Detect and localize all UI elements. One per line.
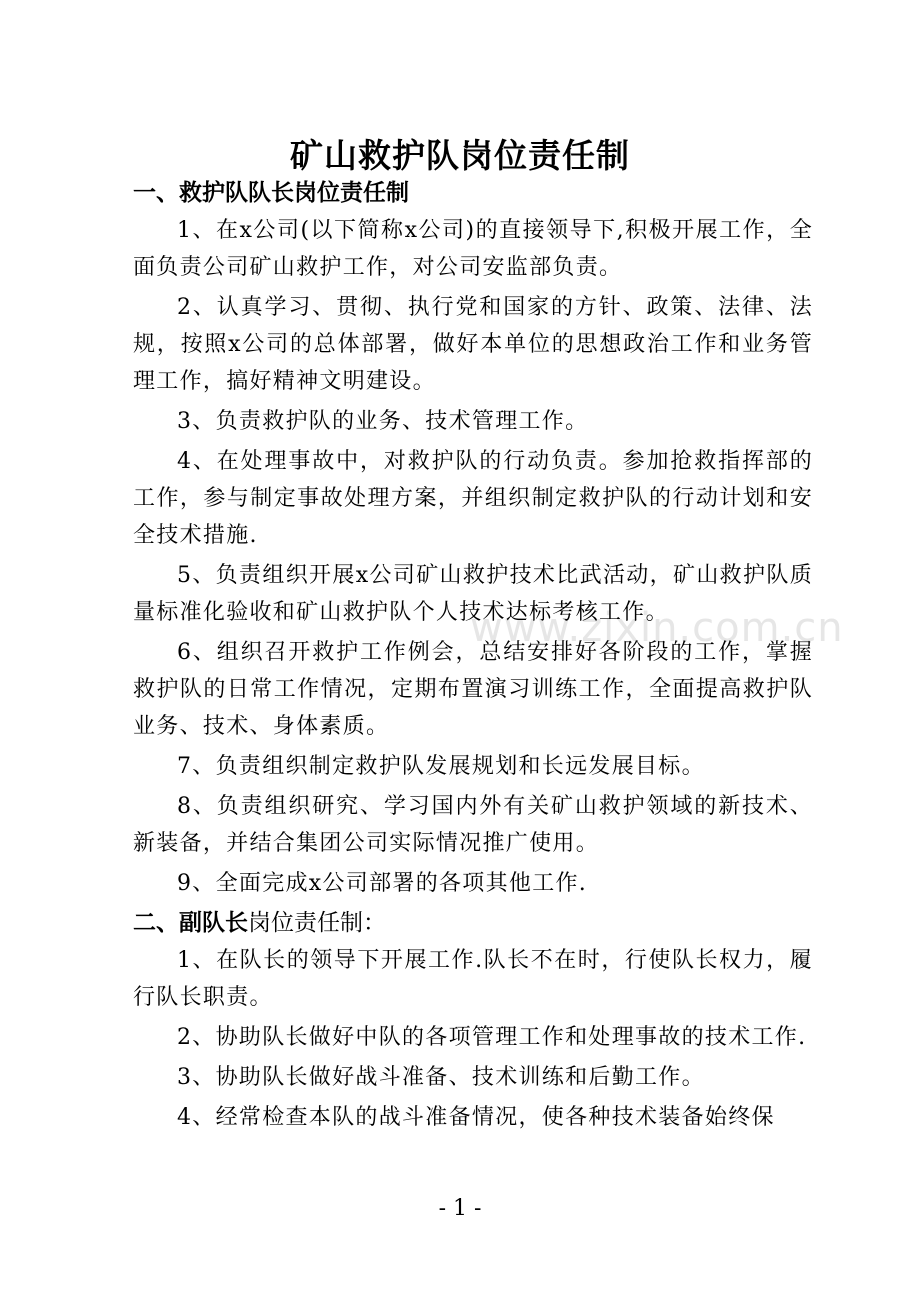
paragraph: 9、全面完成x公司部署的各项其他工作. [177, 871, 588, 896]
paragraph: 2、认真学习、贯彻、执行党和国家的方针、政策、法律、法规，按照x公司的总体部署，做好本单位的思想政治工作和业务管理工作，搞好精神文明建设。 [133, 295, 813, 394]
section-heading-vice-captain [133, 905, 813, 942]
section-heading-captain: 一、救护队队长岗位责任制 [133, 180, 409, 206]
paragraph: 8、负责组织研究、学习国内外有关矿山救护领域的新技术、新装备，并结合集团公司实际情况推广使用。 [133, 794, 813, 856]
paragraph: 4、在处理事故中，对救护队的行动负责。参加抢救指挥部的工作，参与制定事故处理方案，并组织制定救护队的行动计划和安全技术措施. [133, 449, 813, 548]
paragraph: 1、在队长的领导下开展工作.队长不在时，行使队长权力，履行队长职责。 [133, 948, 813, 1010]
paragraph: 2、协助队长做好中队的各项管理工作和处理事故的技术工作. [177, 1025, 807, 1050]
paragraph: 3、负责救护队的业务、技术管理工作。 [177, 409, 589, 434]
section-heading-normal-part: 岗位责任制： [248, 910, 386, 936]
paragraph: 1、在x公司(以下简称x公司)的直接领导下,积极开展工作，全面负责公司矿山救护工作，对公司安监部负责。 [133, 218, 813, 280]
paragraph: 3、协助队长做好战斗准备、技术训练和后勤工作。 [177, 1065, 705, 1090]
paragraph: 5、负责组织开展x公司矿山救护技术比武活动，矿山救护队质量标准化验收和矿山救护队个人技术达标考核工作。 [133, 563, 813, 625]
document-title: 矿山救护队岗位责任制 [290, 136, 630, 175]
page-number: - 1 - [438, 1196, 482, 1221]
section-heading-bold-part: 二、副队长 [133, 910, 248, 936]
document-body [133, 175, 813, 1139]
paragraph: 7、负责组织制定救护队发展规划和长远发展目标。 [177, 754, 705, 779]
paragraph: 6、组织召开救护工作例会，总结安排好各阶段的工作，掌握救护队的日常工作情况，定期布置演习训练工作，全面提高救护队业务、技术、身体素质。 [133, 640, 813, 739]
watermark: www.zixin.com.cn [470, 605, 844, 651]
paragraph: 4、经常检查本队的战斗准备情况，使各种技术装备始终保 [177, 1105, 775, 1130]
